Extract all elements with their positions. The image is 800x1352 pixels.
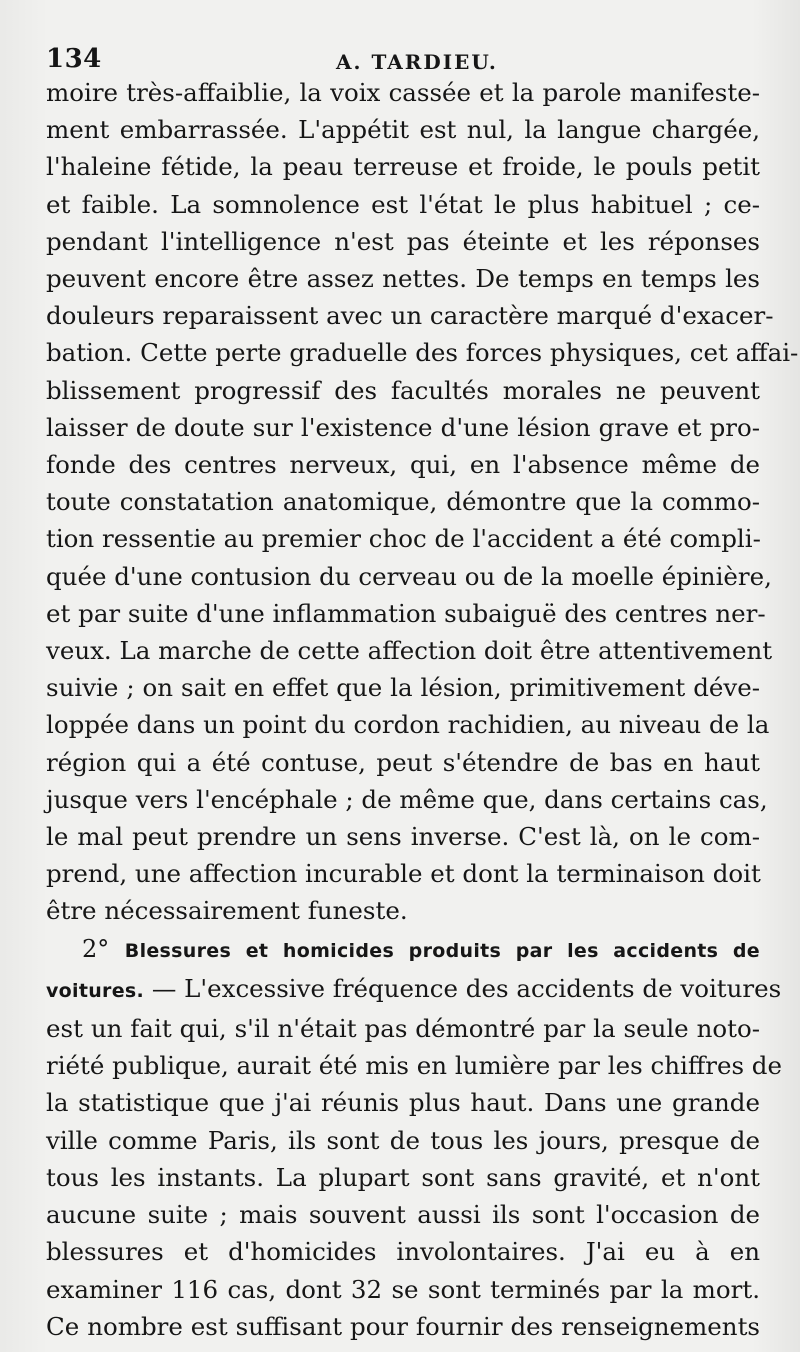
text-line: aucune suite ; mais souvent aussi ils sont l'occasion de <box>46 1200 760 1230</box>
text-line: blessures et d'homicides involontaires. J'ai eu à en <box>46 1237 760 1267</box>
section-first-line-text: L'excessive fréquence des accidents de voitures <box>184 973 782 1003</box>
text-line: fonde des centres nerveux, qui, en l'absence même de <box>46 450 760 480</box>
text-line: pendant l'intelligence n'est pas éteinte et les réponses <box>46 226 760 256</box>
page-number: 134 <box>46 44 102 74</box>
section-title-part-2: voitures. <box>46 979 145 1002</box>
text-line: quée d'une contusion du cerveau ou de la moelle épinière, <box>46 561 772 591</box>
text-line: bation. Cette perte graduelle des forces physiques, cet affai- <box>46 338 799 368</box>
text-line: riété publique, aurait été mis en lumière par les chiffres de <box>46 1051 782 1081</box>
text-line: loppée dans un point du cordon rachidien, au niveau de la <box>46 710 770 740</box>
section-title-part-1: Blessures et homicides produits par les accidents de <box>124 939 760 962</box>
running-head-author: A. TARDIEU. <box>336 50 498 74</box>
paragraph-2 <box>46 1010 782 1345</box>
text-line: et faible. La somnolence est l'état le plus habituel ; ce- <box>46 189 760 219</box>
text-line: douleurs reparaissent avec un caractère marqué d'exacer- <box>46 301 774 331</box>
text-line: l'haleine fétide, la peau terreuse et froide, le pouls petit <box>46 152 760 182</box>
text-line: le mal peut prendre un sens inverse. C'est là, on le com- <box>46 822 760 852</box>
text-line: veux. La marche de cette affection doit être attentivement <box>46 636 773 666</box>
paragraph-1 <box>46 74 799 930</box>
text-line: laisser de doute sur l'existence d'une lésion grave et pro- <box>46 412 760 442</box>
section-number: 2° <box>82 934 110 963</box>
text-line: examiner 116 cas, dont 32 se sont terminés par la mort. <box>46 1274 760 1304</box>
text-line: est un fait qui, s'il n'était pas démontré par la seule noto- <box>46 1014 760 1044</box>
body-text <box>46 74 799 1345</box>
text-line: prend, une affection incurable et dont la terminaison doit <box>46 859 761 889</box>
text-line: et par suite d'une inflammation subaiguë des centres ner- <box>46 598 766 628</box>
text-line: Ce nombre est suffisant pour fournir des renseignements <box>46 1311 760 1341</box>
running-head <box>46 34 760 74</box>
text-line: tous les instants. La plupart sont sans gravité, et n'ont <box>46 1162 760 1192</box>
section-dash: — <box>144 973 185 1003</box>
text-line: être nécessairement funeste. <box>46 896 408 926</box>
text-line: tion ressentie au premier choc de l'accident a été compli- <box>46 524 761 554</box>
text-line: moire très-affaiblie, la voix cassée et la parole manifeste- <box>46 78 760 107</box>
text-line: blissement progressif des facultés morales ne peuvent <box>46 375 760 405</box>
section-heading-line-2 <box>46 970 782 1010</box>
text-line: suivie ; on sait en effet que la lésion, primitivement déve- <box>46 673 760 703</box>
text-line: région qui a été contuse, peut s'étendre de bas en haut <box>46 747 760 777</box>
section-heading-line-1 <box>46 930 760 970</box>
text-line: la statistique que j'ai réunis plus haut. Dans une grande <box>46 1088 760 1118</box>
text-line: ville comme Paris, ils sont de tous les jours, presque de <box>46 1125 760 1155</box>
text-line: toute constatation anatomique, démontre que la commo- <box>46 487 760 517</box>
text-line: ment embarrassée. L'appétit est nul, la langue chargée, <box>46 115 760 145</box>
text-line: peuvent encore être assez nettes. De temps en temps les <box>46 264 760 294</box>
text-line: jusque vers l'encéphale ; de même que, dans certains cas, <box>46 784 768 814</box>
